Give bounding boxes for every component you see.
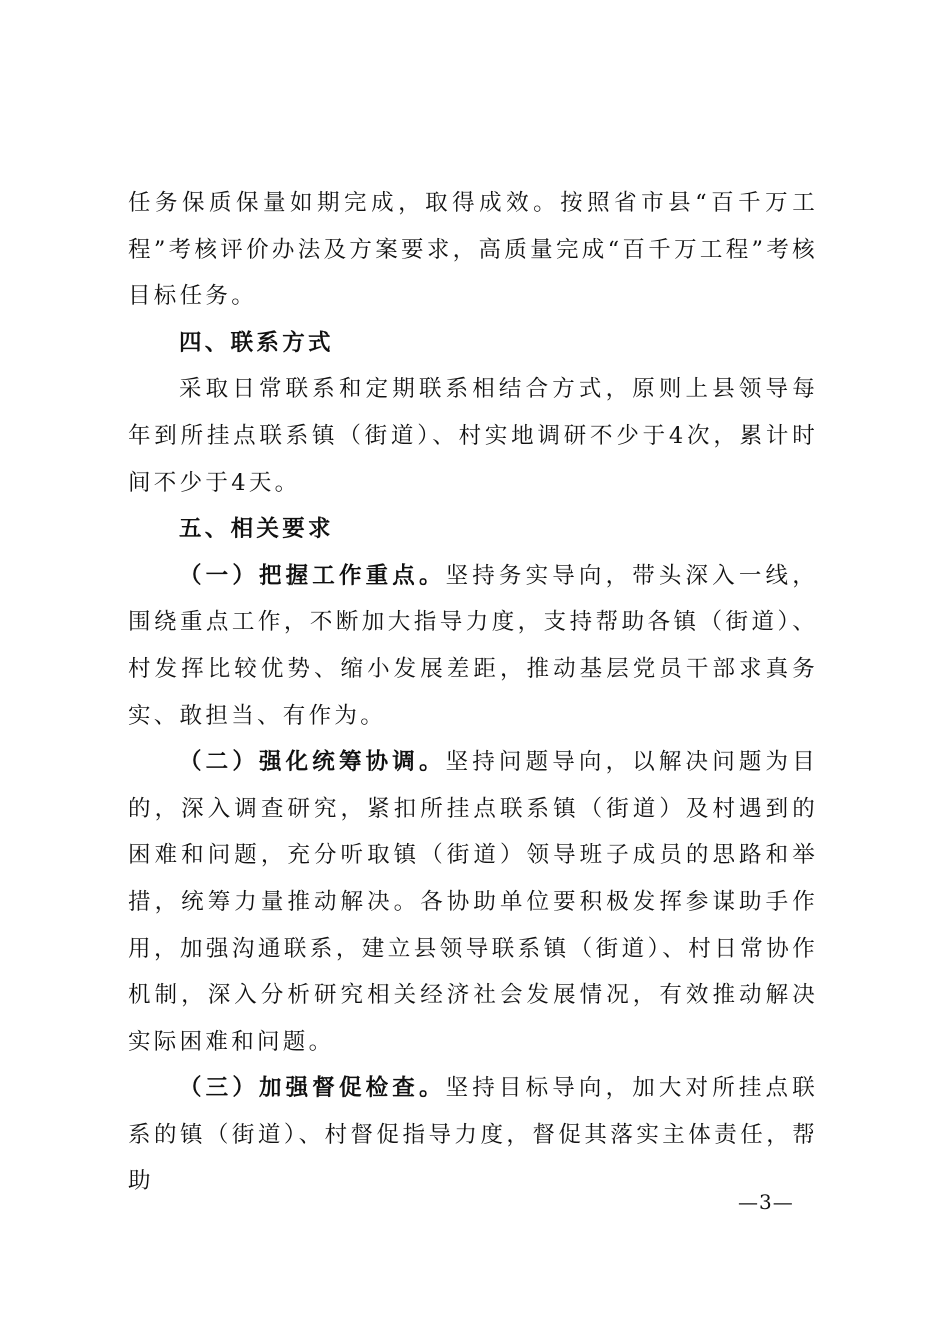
requirement-3-lead: （三）加强督促检查。 — [179, 1075, 446, 1102]
body-text — [128, 180, 818, 1205]
requirement-1-lead: （一）把握工作重点。 — [179, 562, 446, 589]
paragraph-requirement-2 — [128, 739, 818, 1065]
paragraph-contact: 采取日常联系和定期联系相结合方式，原则上县领导每年到所挂点联系镇（街道）、村实地调研不少于4次，累计时间不少于4天。 — [128, 376, 818, 496]
page-number: —3— — [738, 1190, 794, 1214]
requirement-2-body: 坚持问题导向，以解决问题为目的，深入调查研究，紧扣所挂点联系镇（街道）及村遇到的困难和问题，充分听取镇（街道）领导班子成员的思路和举措，统筹力量推动解决。各协助单位要积极发挥参谋助手作用，加强沟通联系，建立县领导联系镇（街道）、村日常协作机制，深入分析研究相关经济社会发展情况，有效推动解决实际困难和问题。 — [128, 749, 818, 1055]
section-heading-contact: 四、联系方式 — [179, 329, 334, 356]
requirement-1-body: 坚持务实导向，带头深入一线，围绕重点工作，不断加大指导力度，支持帮助各镇（街道）、村发挥比较优势、缩小发展差距，推动基层党员干部求真务实、敢担当、有作为。 — [128, 562, 818, 729]
requirement-3-body: 坚持目标导向，加大对所挂点联系的镇（街道）、村督促指导力度，督促其落实主体责任，帮助 — [128, 1075, 818, 1195]
paragraph-requirement-1 — [128, 553, 818, 739]
section-heading-requirements: 五、相关要求 — [179, 516, 334, 543]
paragraph-requirement-3 — [128, 1065, 818, 1205]
paragraph-continuation: 任务保质保量如期完成，取得成效。按照省市县“百千万工程”考核评价办法及方案要求，高质量完成“百千万工程”考核目标任务。 — [128, 190, 818, 310]
requirement-2-lead: （二）强化统筹协调。 — [179, 749, 446, 776]
